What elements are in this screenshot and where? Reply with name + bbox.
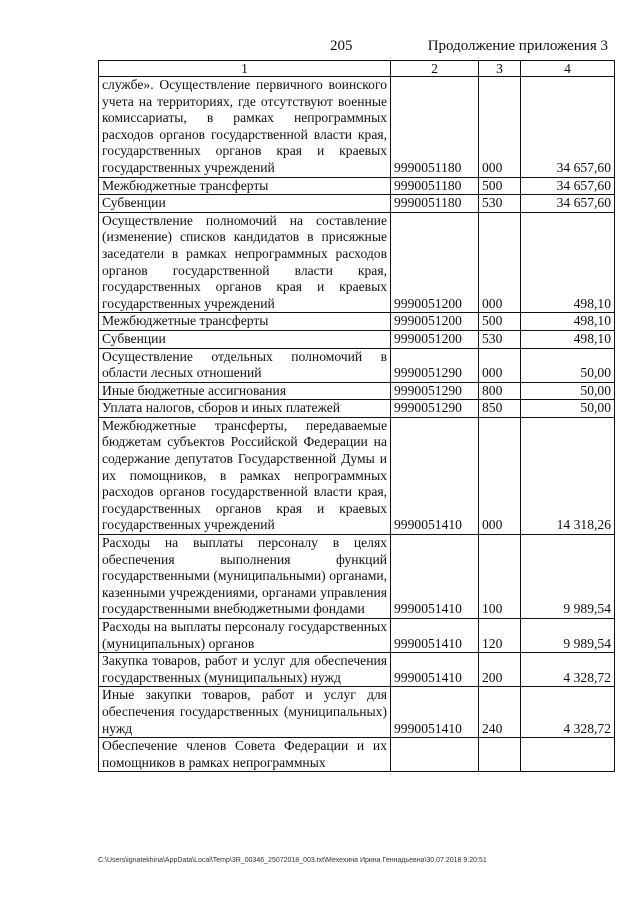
amount: 4 328,72 xyxy=(521,687,615,738)
amount: 50,00 xyxy=(521,348,615,382)
budget-table xyxy=(98,60,615,772)
target-code: 9990051200 xyxy=(391,212,479,313)
expense-type: 500 xyxy=(479,177,521,195)
amount: 50,00 xyxy=(521,400,615,418)
table-row xyxy=(99,738,615,772)
table-row xyxy=(99,330,615,348)
row-description: Закупка товаров, работ и услуг для обеспечения государственных (муниципальных) нужд xyxy=(99,653,391,687)
expense-type: 500 xyxy=(479,313,521,331)
amount: 34 657,60 xyxy=(521,195,615,213)
amount: 498,10 xyxy=(521,330,615,348)
row-description: Иные бюджетные ассигнования xyxy=(99,382,391,400)
row-description: службе». Осуществление первичного воинского учета на территориях, где отсутствуют военные комиссариаты, в рамках непрограммных расходов органов государственной власти края, государственных органов края и краевых государственных учреждений xyxy=(99,77,391,178)
expense-type: 000 xyxy=(479,348,521,382)
table-row xyxy=(99,687,615,738)
table-row xyxy=(99,653,615,687)
target-code: 9990051410 xyxy=(391,535,479,619)
target-code: 9990051180 xyxy=(391,177,479,195)
table-row xyxy=(99,77,615,178)
amount: 34 657,60 xyxy=(521,77,615,178)
table-row xyxy=(99,348,615,382)
expense-type: 120 xyxy=(479,619,521,653)
row-description: Осуществление полномочий на составление (изменение) списков кандидатов в присяжные заседатели в рамках непрограммных расходов органов государственной власти края, государственных органов края и краевых государственных учреждений xyxy=(99,212,391,313)
column-header: 4 xyxy=(521,61,615,77)
amount: 498,10 xyxy=(521,212,615,313)
expense-type xyxy=(479,738,521,772)
amount: 9 989,54 xyxy=(521,619,615,653)
expense-type: 530 xyxy=(479,330,521,348)
target-code: 9990051200 xyxy=(391,330,479,348)
amount: 498,10 xyxy=(521,313,615,331)
table-row xyxy=(99,417,615,534)
amount: 14 318,26 xyxy=(521,417,615,534)
expense-type: 200 xyxy=(479,653,521,687)
row-description: Межбюджетные трансферты xyxy=(99,177,391,195)
row-description: Иные закупки товаров, работ и услуг для обеспечения государственных (муниципальных) нужд xyxy=(99,687,391,738)
target-code: 9990051290 xyxy=(391,348,479,382)
row-description: Субвенции xyxy=(99,330,391,348)
target-code: 9990051180 xyxy=(391,195,479,213)
expense-type: 000 xyxy=(479,77,521,178)
target-code: 9990051410 xyxy=(391,619,479,653)
amount: 34 657,60 xyxy=(521,177,615,195)
target-code: 9990051410 xyxy=(391,417,479,534)
expense-type: 000 xyxy=(479,212,521,313)
expense-type: 100 xyxy=(479,535,521,619)
table-row xyxy=(99,535,615,619)
target-code: 9990051410 xyxy=(391,687,479,738)
target-code: 9990051290 xyxy=(391,400,479,418)
amount: 50,00 xyxy=(521,382,615,400)
continuation-label: Продолжение приложения 3 xyxy=(427,38,608,54)
table-row xyxy=(99,313,615,331)
target-code xyxy=(391,738,479,772)
column-header: 2 xyxy=(391,61,479,77)
row-description: Уплата налогов, сборов и иных платежей xyxy=(99,400,391,418)
table-row xyxy=(99,382,615,400)
table-row xyxy=(99,619,615,653)
amount xyxy=(521,738,615,772)
row-description: Субвенции xyxy=(99,195,391,213)
amount: 9 989,54 xyxy=(521,535,615,619)
expense-type: 240 xyxy=(479,687,521,738)
expense-type: 530 xyxy=(479,195,521,213)
target-code: 9990051290 xyxy=(391,382,479,400)
row-description: Межбюджетные трансферты xyxy=(99,313,391,331)
expense-type: 800 xyxy=(479,382,521,400)
target-code: 9990051180 xyxy=(391,77,479,178)
expense-type: 850 xyxy=(479,400,521,418)
expense-type: 000 xyxy=(479,417,521,534)
target-code: 9990051410 xyxy=(391,653,479,687)
row-description: Расходы на выплаты персоналу государственных (муниципальных) органов xyxy=(99,619,391,653)
page-number: 205 xyxy=(330,38,353,54)
target-code: 9990051200 xyxy=(391,313,479,331)
table-row xyxy=(99,400,615,418)
row-description: Расходы на выплаты персоналу в целях обеспечения выполнения функций государственными (муниципальными) органами, казенными учреждениями, органами управления государственными внебюджетными фондами xyxy=(99,535,391,619)
row-description: Обеспечение членов Совета Федерации и их помощников в рамках непрограммных xyxy=(99,738,391,772)
file-path-footer: C:\Users\ignatekhina\AppData\Local\Temp\3R_00346_25072018_003.txt\Мехехина Ирина Геннадьевна\30.07.2018 9:20:51 xyxy=(98,857,487,864)
amount: 4 328,72 xyxy=(521,653,615,687)
row-description: Межбюджетные трансферты, передаваемые бюджетам субъектов Российской Федерации на содержание депутатов Государственной Думы и их помощников, в рамках непрограммных расходов органов государственной власти края, государственных органов края и краевых государственных учреждений xyxy=(99,417,391,534)
column-header: 3 xyxy=(479,61,521,77)
table-row xyxy=(99,177,615,195)
column-header: 1 xyxy=(99,61,391,77)
row-description: Осуществление отдельных полномочий в области лесных отношений xyxy=(99,348,391,382)
table-header-row xyxy=(99,61,615,77)
table-row xyxy=(99,212,615,313)
table-row xyxy=(99,195,615,213)
